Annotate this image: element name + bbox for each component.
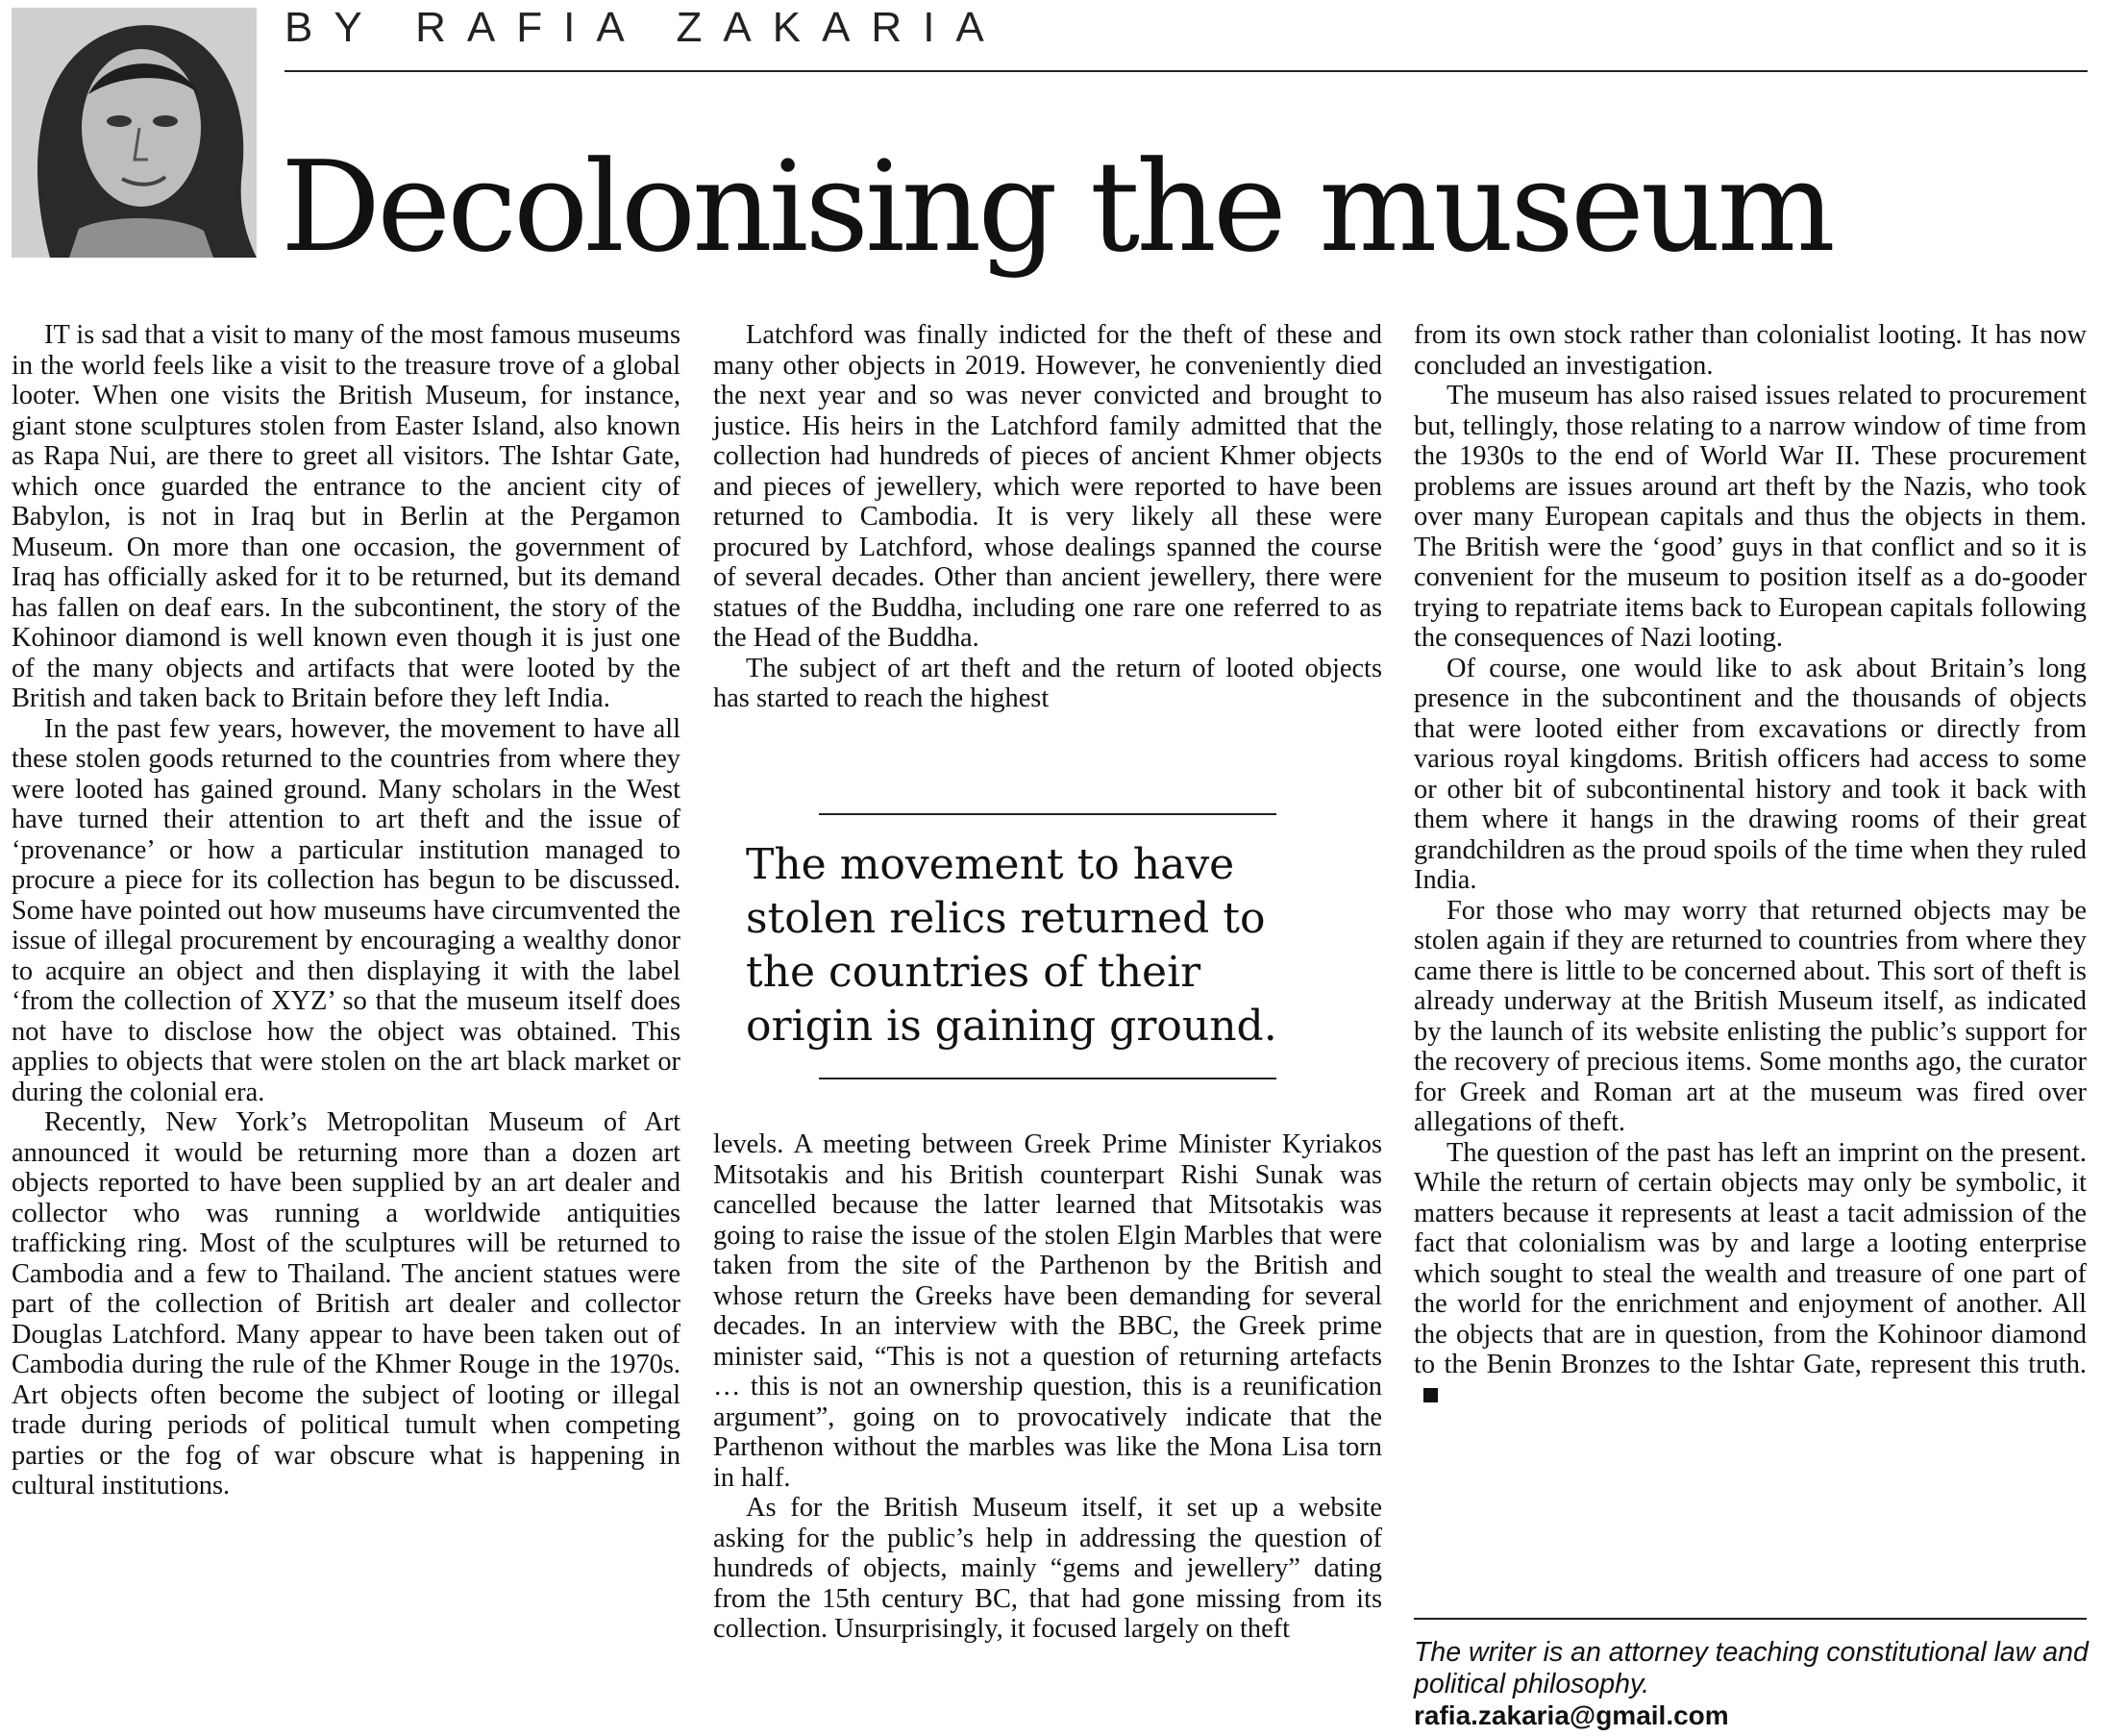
- pull-quote-top-rule: [819, 813, 1276, 815]
- paragraph: The museum has also raised issues related to procurement but, tellingly, those relating to a narrow window of time from the 1930s to the end of World War II. These procurement problems are issues around art theft by the Nazis, who took over many European capitals and thus the objects in them. The British were the ‘good’ guys in that conflict and so it is convenient for the museum to position itself as a do-gooder trying to repatriate items back to European capitals following the consequences of Nazi looting.: [1414, 381, 2087, 653]
- end-of-article-icon: [1423, 1388, 1438, 1402]
- final-paragraph-text: The question of the past has left an imprint on the present. While the return of certain objects may only be symbolic, it matters because it represents at least a tacit admission of the fact that colonialism was by and large a looting enterprise which sought to steal the wealth and treasure of one part of the world for the enrichment and enjoyment of another. All the objects that are in question, from the Kohinoor diamond to the Benin Bronzes to the Ishtar Gate, represent this truth.: [1414, 1137, 2087, 1379]
- paragraph: levels. A meeting between Greek Prime Minister Kyriakos Mitsotakis and his British counterpart Rishi Sunak was cancelled because the latter learned that Mitsotakis was going to raise the issue of the stolen Elgin Marbles that were taken from the site of the Parthenon by the British and whose return the Greeks have been demanding for several decades. In an interview with the BBC, the Greek prime minister said, “This is not a question of returning artefacts … this is not an ownership question, this is a reunification argument”, going on to provocatively indicate that the Parthenon without the marbles was like the Mona Lisa torn in half.: [713, 1129, 1382, 1493]
- author-note: The writer is an attorney teaching constitutional law and political philosophy.: [1414, 1637, 2089, 1699]
- author-photo: [12, 8, 257, 258]
- paragraph: In the past few years, however, the movement to have all these stolen goods returned to the countries from where they were looted has gained ground. Many scholars in the West have turned their attention to art theft and the issue of ‘provenance’ or how a particular institution managed to procure a piece for its collection has begun to be discussed. Some have pointed out how museums have circumvented the issue of illegal procurement by encouraging a wealthy donor to acquire an object and then displaying it with the label ‘from the collection of XYZ’ so that the museum itself does not have to disclose how the object was obtained. This applies to objects that were stolen on the art black market or during the colonial era.: [12, 713, 680, 1107]
- byline-rule: [284, 70, 2088, 72]
- headline: Decolonising the museum: [281, 134, 1832, 280]
- pull-quote: The movement to have stolen relics returned to the countries of their origin is gaining ground.: [746, 840, 1277, 1051]
- column-3: [1414, 320, 2087, 1410]
- column-1: [12, 320, 680, 1501]
- paragraph: Of course, one would like to ask about Britain’s long presence in the subcontinent and the thousands of objects that were looted either from excavations or directly from various royal kingdoms. British officers had access to some or other bit of subcontinental history and took it back with them where it hangs in the drawing rooms of their great grandchildren as the proud spoils of the time when they ruled India.: [1414, 653, 2087, 895]
- column-2-top: [713, 320, 1382, 714]
- paragraph: [1414, 1138, 2087, 1411]
- author-email[interactable]: rafia.zakaria@gmail.com: [1414, 1700, 1729, 1730]
- paragraph: from its own stock rather than colonialist looting. It has now concluded an investigation.: [1414, 320, 2087, 381]
- pull-quote-bottom-rule: [819, 1078, 1276, 1079]
- paragraph: The subject of art theft and the return of looted objects has started to reach the highest: [713, 653, 1382, 713]
- paragraph: Recently, New York’s Metropolitan Museum of Art announced it would be returning more than a dozen art objects reported to have been supplied by an art dealer and collector who was running a worldwide antiquities trafficking ring. Most of the sculptures will be returned to Cambodia and a few to Thailand. The ancient statues were part of the collection of British art dealer and collector Douglas Latchford. Many appear to have been taken out of Cambodia during the rule of the Khmer Rouge in the 1970s. Art objects often become the subject of looting or illegal trade during periods of political tumult when competing parties or the fog of war obscure what is happening in cultural institutions.: [12, 1107, 680, 1500]
- author-note-rule: [1414, 1618, 2087, 1620]
- paragraph: Latchford was finally indicted for the theft of these and many other objects in 2019. However, he conveniently died the next year and so was never convicted and brought to justice. His heirs in the Latchford family admitted that the collection had hundreds of pieces of ancient Khmer objects and pieces of jewellery, which were reported to have been returned to Cambodia. It is very likely all these were procured by Latchford, whose dealings spanned the course of several decades. Other than ancient jewellery, there were statues of the Buddha, including one rare one referred to as the Head of the Buddha.: [713, 320, 1382, 653]
- paragraph: IT is sad that a visit to many of the most famous museums in the world feels like a visit to the treasure trove of a global looter. When one visits the British Museum, for instance, giant stone sculptures stolen from Easter Island, also known as Rapa Nui, are there to greet all visitors. The Ishtar Gate, which once guarded the entrance to the ancient city of Babylon, is not in Iraq but in Berlin at the Pergamon Museum. On more than one occasion, the government of Iraq has officially asked for it to be returned, but its demand has fallen on deaf ears. In the subcontinent, the story of the Kohinoor diamond is well known even though it is just one of the many objects and artifacts that were looted by the British and taken back to Britain before they left India.: [12, 320, 680, 713]
- byline: BY RAFIA ZAKARIA: [284, 4, 1005, 51]
- paragraph: For those who may worry that returned objects may be stolen again if they are returned to countries from where they came there is little to be concerned about. This sort of theft is already underway at the British Museum itself, as indicated by the launch of its website enlisting the public’s support for the recovery of precious items. Some months ago, the curator for Greek and Roman art at the museum was fired over allegations of theft.: [1414, 895, 2087, 1137]
- column-2-bottom: [713, 1129, 1382, 1645]
- paragraph: As for the British Museum itself, it set up a website asking for the public’s help in addressing the question of hundreds of objects, mainly “gems and jewellery” dating from the 15th century BC, that had gone missing from its collection. Unsurprisingly, it focused largely on theft: [713, 1493, 1382, 1644]
